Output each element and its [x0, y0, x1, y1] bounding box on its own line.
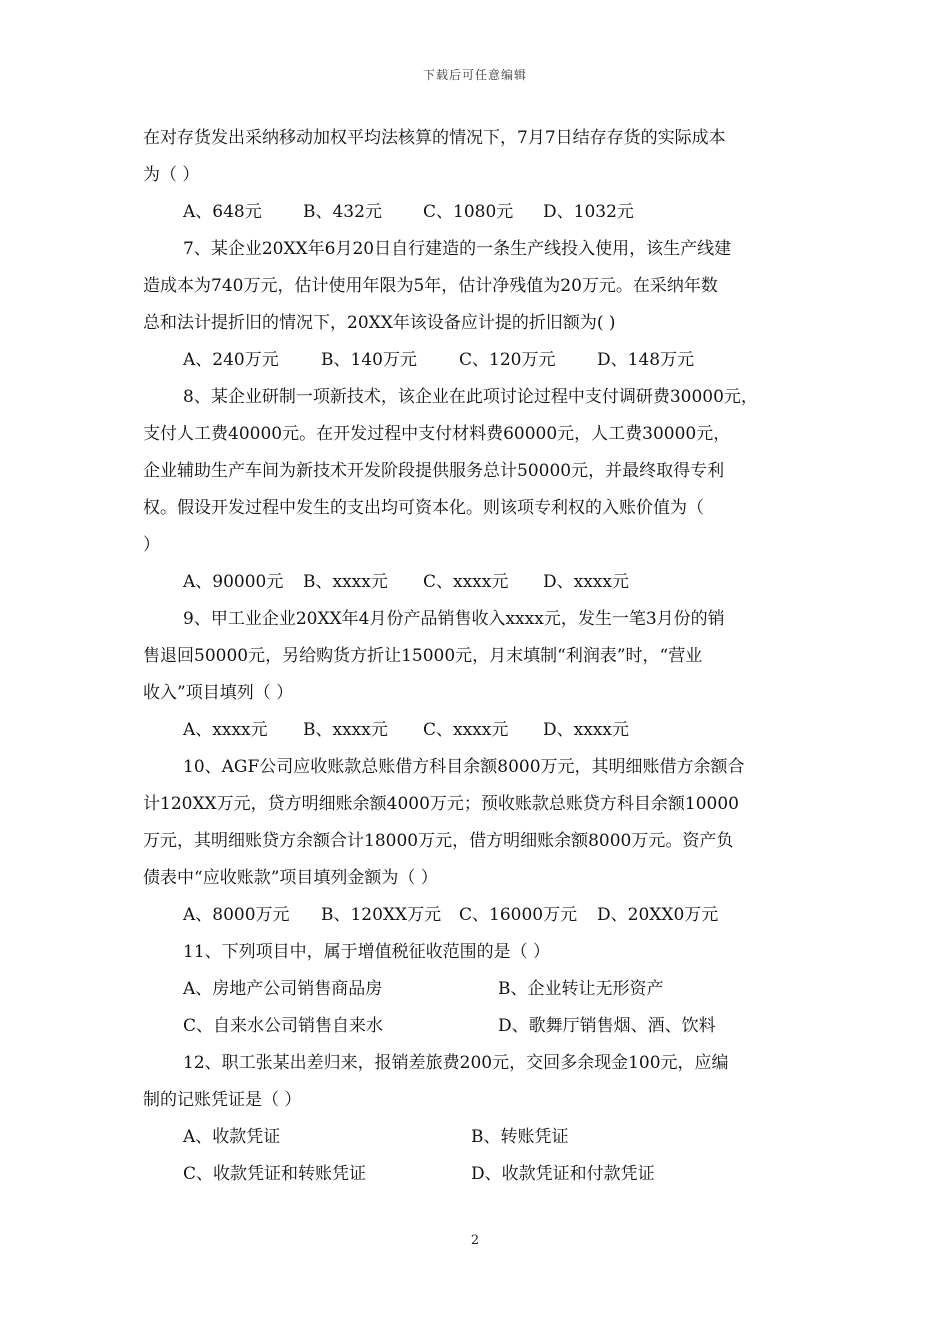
- q11-option-b: B、企业转让无形资产: [498, 979, 664, 999]
- q9-line-3: 收入”项目填列（ ）: [143, 683, 294, 703]
- q8-option-a: A、90000元: [183, 572, 284, 592]
- q6-options: [143, 194, 813, 231]
- page-number: 2: [470, 1233, 480, 1248]
- q8-option-d: D、xxxx元: [543, 572, 629, 592]
- q10-option-d: D、20XX0万元: [597, 905, 719, 925]
- q6-option-c: C、1080元: [423, 202, 514, 222]
- q12-option-a: A、收款凭证: [183, 1127, 281, 1147]
- q10-line-3: 万元，其明细账贷方余额合计18000万元，借方明细账余额8000万元。资产负: [143, 831, 734, 851]
- q10-option-b: B、120XX万元: [321, 905, 442, 925]
- document-body: [143, 120, 813, 1193]
- q10-line-4: 债表中“应收账款”项目填列金额为（ ）: [143, 868, 438, 888]
- q7-options: [143, 342, 813, 379]
- q9-option-c: C、xxxx元: [423, 720, 509, 740]
- q7-option-d: D、148万元: [597, 350, 695, 370]
- q7-line-1: 7、某企业20XX年6月20日自行建造的一条生产线投入使用，该生产线建: [183, 239, 732, 259]
- q12-option-c: C、收款凭证和转账凭证: [183, 1164, 367, 1184]
- q7-line-3: 总和法计提折旧的情况下，20XX年该设备应计提的折旧额为( ): [143, 313, 616, 333]
- q12-option-d: D、收款凭证和付款凭证: [471, 1164, 655, 1184]
- q6-line-1: 在对存货发出采纳移动加权平均法核算的情况下，7月7日结存存货的实际成本: [143, 128, 726, 148]
- q12-line-2: 制的记账凭证是（ ）: [143, 1090, 302, 1110]
- q6-option-b: B、432元: [303, 202, 382, 222]
- q6-line-2: 为（ ）: [143, 165, 200, 185]
- q10-option-a: A、8000万元: [183, 905, 290, 925]
- q6-option-a: A、648元: [183, 202, 262, 222]
- q9-option-d: D、xxxx元: [543, 720, 629, 740]
- q11-line-1: 11、下列项目中，属于增值税征收范围的是（ ）: [183, 942, 551, 962]
- q8-option-b: B、xxxx元: [303, 572, 388, 592]
- q8-line-2: 支付人工费40000元。在开发过程中支付材料费60000元，人工费30000元，: [143, 424, 731, 444]
- q8-line-3: 企业辅助生产车间为新技术开发阶段提供服务总计50000元，并最终取得专利: [143, 461, 725, 481]
- q11-option-c: C、自来水公司销售自来水: [183, 1016, 384, 1036]
- q12-options-row-1: [143, 1119, 813, 1156]
- q12-line-1: 12、职工张某出差归来，报销差旅费200元，交回多余现金100元，应编: [183, 1053, 729, 1073]
- q7-line-2: 造成本为740万元，估计使用年限为5年，估计净残值为20万元。在采纳年数: [143, 276, 718, 296]
- q10-option-c: C、16000万元: [459, 905, 578, 925]
- q9-options: [143, 712, 813, 749]
- q8-line-1: 8、某企业研制一项新技术，该企业在此项讨论过程中支付调研费30000元，: [183, 387, 758, 407]
- q11-option-d: D、歌舞厅销售烟、酒、饮料: [498, 1016, 716, 1036]
- q7-option-a: A、240万元: [183, 350, 279, 370]
- q11-options-row-1: [143, 971, 813, 1008]
- q8-line-4: 权。假设开发过程中发生的支出均可资本化。则该项专利权的入账价值为（: [143, 498, 704, 518]
- q9-line-2: 售退回50000元，另给购货方折让15000元，月末填制“利润表”时，“营业: [143, 646, 703, 666]
- q10-line-2: 计120XX万元，贷方明细账余额4000万元；预收账款总账贷方科目余额10000: [143, 794, 739, 814]
- q11-options-row-2: [143, 1008, 813, 1045]
- q8-line-5: ）: [143, 535, 160, 555]
- q8-option-c: C、xxxx元: [423, 572, 509, 592]
- q9-option-a: A、xxxx元: [183, 720, 268, 740]
- q9-option-b: B、xxxx元: [303, 720, 388, 740]
- q9-line-1: 9、甲工业企业20XX年4月份产品销售收入xxxx元，发生一笔3月份的销: [183, 609, 725, 629]
- page-header: 下载后可任意编辑: [422, 68, 527, 82]
- q8-options: [143, 564, 813, 601]
- q7-option-b: B、140万元: [321, 350, 417, 370]
- q12-option-b: B、转账凭证: [471, 1127, 569, 1147]
- q12-options-row-2: [143, 1156, 813, 1193]
- q10-options: [143, 897, 813, 934]
- q7-option-c: C、120万元: [459, 350, 556, 370]
- q6-option-d: D、1032元: [543, 202, 634, 222]
- q11-option-a: A、房地产公司销售商品房: [183, 979, 383, 999]
- q10-line-1: 10、AGF公司应收账款总账借方科目余额8000万元，其明细账借方余额合: [183, 757, 745, 777]
